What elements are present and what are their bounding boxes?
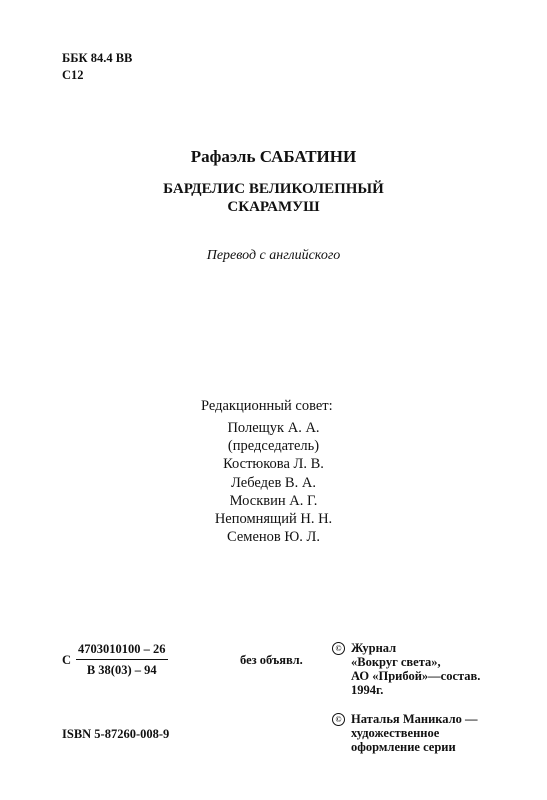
bbk-index: С12 bbox=[62, 68, 84, 82]
book-title-2: СКАРАМУШ bbox=[227, 199, 320, 215]
copyright-line: «Вокруг света», bbox=[351, 655, 441, 669]
isbn: ISBN 5-87260-008-9 bbox=[62, 727, 170, 741]
copyright-icon: © bbox=[332, 713, 345, 726]
board-member: Семенов Ю. Л. bbox=[227, 529, 320, 546]
board-member: Костюкова Л. В. bbox=[223, 456, 324, 473]
copyright-icon: © bbox=[332, 642, 345, 655]
editorial-board-heading: Редакционный совет: bbox=[201, 398, 333, 414]
bbk-code: ББК 84.4 ВВ bbox=[62, 51, 133, 65]
catalog-prefix: С bbox=[62, 653, 72, 667]
board-member: Непомнящий Н. Н. bbox=[214, 511, 333, 528]
copyright-line: художественное bbox=[351, 726, 440, 740]
translation-note: Перевод с английского bbox=[206, 248, 341, 263]
catalog-denominator: В 38(03) – 94 bbox=[86, 663, 157, 677]
copyright-line: Журнал bbox=[351, 641, 397, 655]
book-title-1: БАРДЕЛИС ВЕЛИКОЛЕПНЫЙ bbox=[163, 181, 384, 197]
fraction-line bbox=[76, 659, 168, 660]
copyright-line: АО «Прибой»—состав. bbox=[351, 669, 481, 683]
catalog-suffix: без объявл. bbox=[240, 653, 303, 667]
copyright-line: Наталья Маникало — bbox=[351, 712, 478, 726]
board-member: Лебедев В. А. bbox=[231, 474, 316, 491]
copyright-line: 1994г. bbox=[351, 683, 384, 697]
catalog-numerator: 4703010100 – 26 bbox=[78, 642, 166, 656]
editorial-board-list bbox=[0, 419, 547, 546]
bbk-classification bbox=[62, 50, 132, 84]
board-member: Москвин А. Г. bbox=[229, 492, 318, 509]
board-member-role: (председатель) bbox=[227, 438, 320, 455]
copyright-line: оформление серии bbox=[351, 740, 456, 754]
author-name: Рафаэль САБАТИНИ bbox=[190, 147, 357, 166]
catalog-fraction bbox=[76, 641, 168, 678]
board-member: Полещук А. А. bbox=[227, 420, 320, 436]
